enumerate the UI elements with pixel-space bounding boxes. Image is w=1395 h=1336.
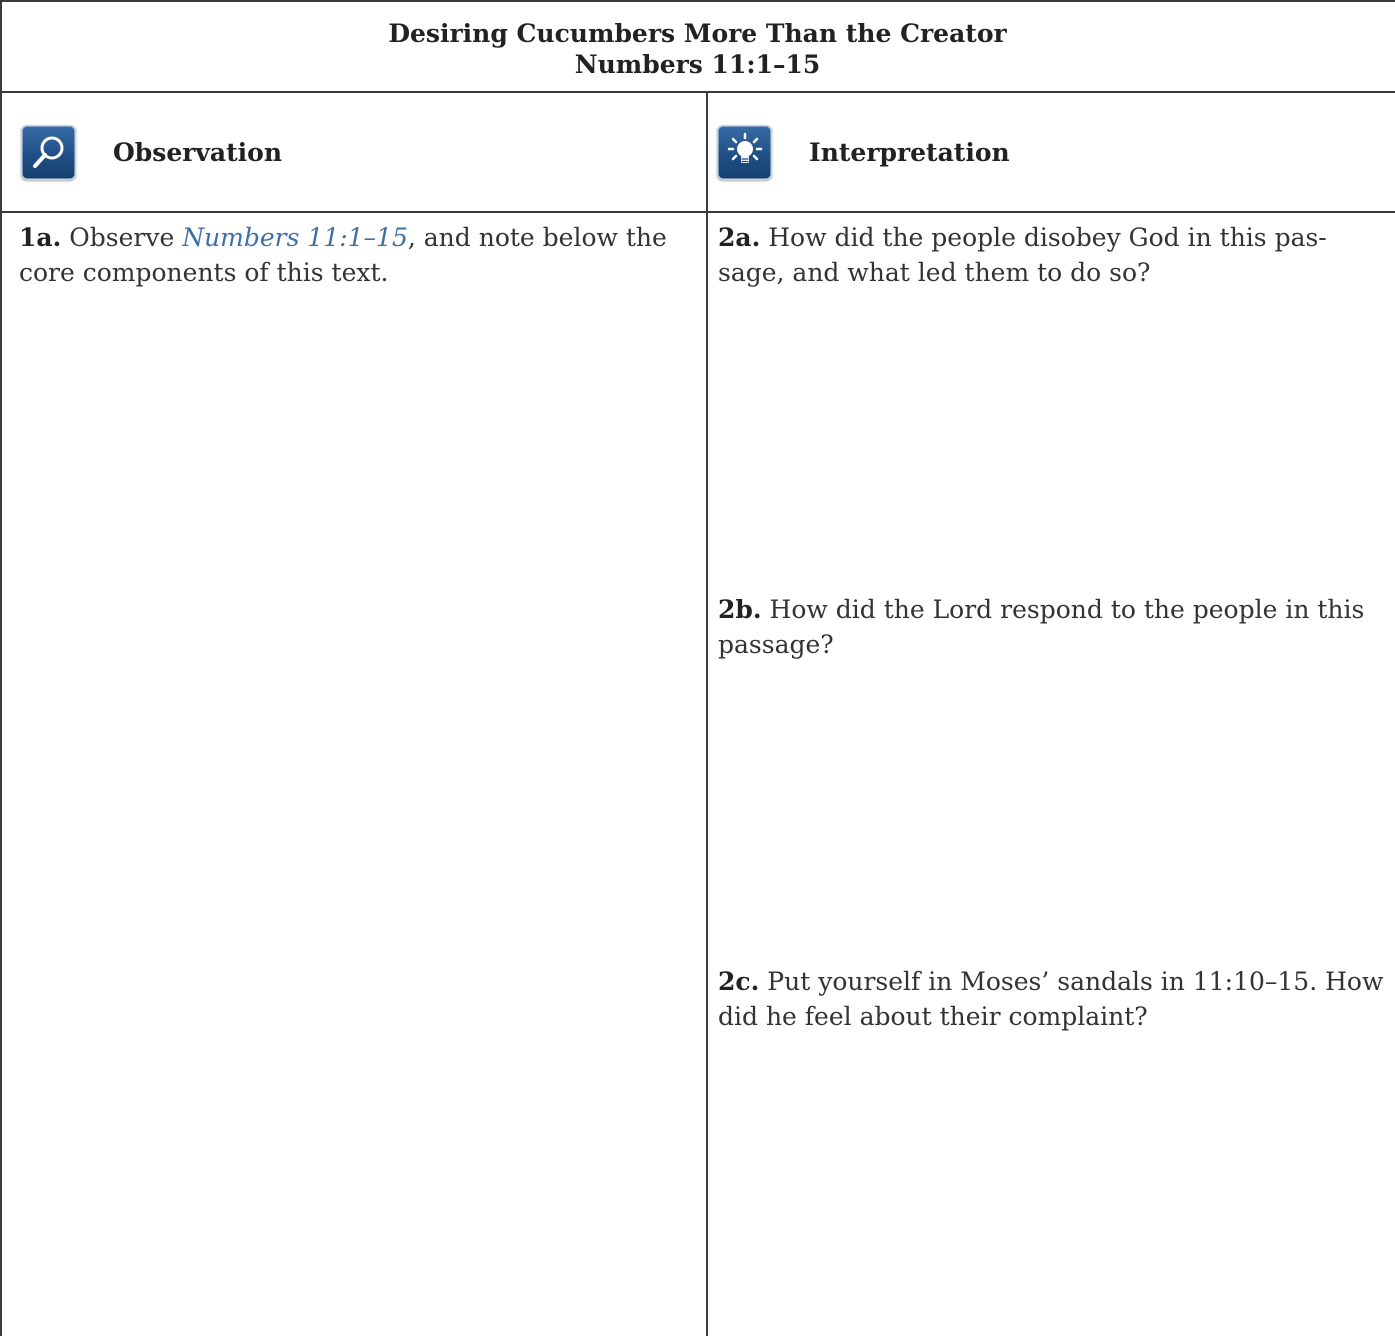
question-2a-text: How did the people disobey God in this pas-sage, and what led them to do so? (718, 223, 1327, 287)
title-main: Desiring Cucumbers More Than the Creator (388, 19, 1007, 48)
question-1a (19, 220, 689, 290)
scripture-reference-link[interactable]: Numbers 11:1–15 (182, 223, 408, 252)
magnifier-icon (21, 125, 76, 180)
question-2a (718, 220, 1388, 290)
question-2c-number: 2c. (718, 967, 760, 996)
title-passage: Numbers 11:1–15 (574, 50, 821, 79)
worksheet-title (0, 0, 1395, 92)
question-2c-text: Put yourself in Moses’ sandals in 11:10–15. How did he feel about their complaint? (718, 967, 1384, 1031)
question-2b-number: 2b. (718, 595, 762, 624)
column-divider (706, 91, 708, 1336)
question-1a-text-end: , and note below the core components of this text. (19, 223, 667, 287)
frame-left (0, 0, 2, 1336)
question-2b-text: How did the Lord respond to the people in this passage? (718, 595, 1365, 659)
question-2b (718, 592, 1388, 662)
question-1a-number: 1a. (19, 223, 62, 252)
observation-label: Observation (113, 137, 283, 167)
interpretation-label: Interpretation (809, 137, 1010, 167)
lightbulb-icon (717, 125, 772, 180)
question-2a-number: 2a. (718, 223, 761, 252)
observation-header (21, 92, 282, 212)
question-2c (718, 964, 1390, 1034)
interpretation-header (717, 92, 1010, 212)
question-1a-text-start: Observe (61, 223, 183, 252)
